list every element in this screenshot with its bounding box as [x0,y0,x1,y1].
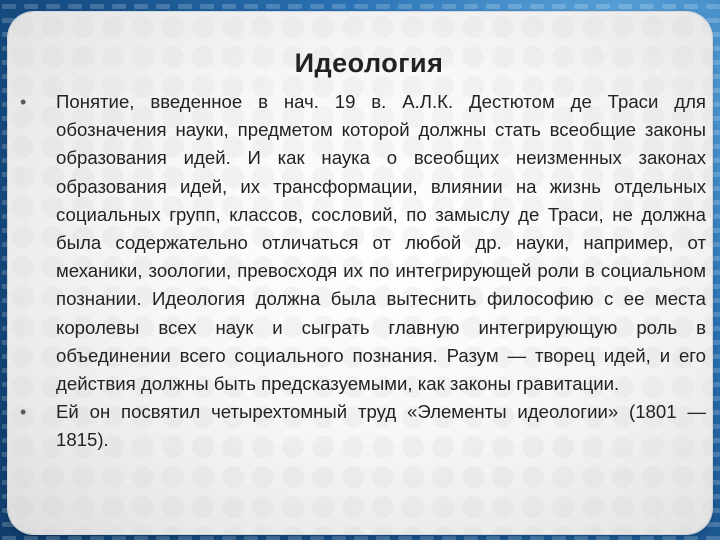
bullet-text: Понятие, введенное в нач. 19 в. А.Л.К. Дестютом де Траси для обозначения науки, предметом которой должны стать всеобщие законы образования идей. И как наука о всеобщих неизменных законах образования идей, их трансформации, влиянии на жизнь отдельных социальных групп, классов, сословий, по замыслу де Траси, не должна была содержательно отличаться от любой др. науки, например, от механики, зоологии, превосходя их по интегрирующей роли в социальном познании. Идеология должна была вытеснить философию с ее места королевы всех наук и сыграть главную интегрирующую роль в объединении всего социального познания. Разум — творец идей, и его действия должны быть предсказуемыми, как законы гравитации. [56,91,706,395]
slide-body [16,88,706,455]
bullet-text: Ей он посвятил четырехтомный труд «Элементы идеологии» (1801 — 1815). [56,401,706,451]
slide-title: Идеология [294,48,444,78]
bullet-marker: • [20,402,27,423]
bullet-marker: • [20,92,27,112]
slide-panel [8,12,712,534]
bullet-item-1 [16,88,706,398]
bullet-item-2 [16,398,706,454]
